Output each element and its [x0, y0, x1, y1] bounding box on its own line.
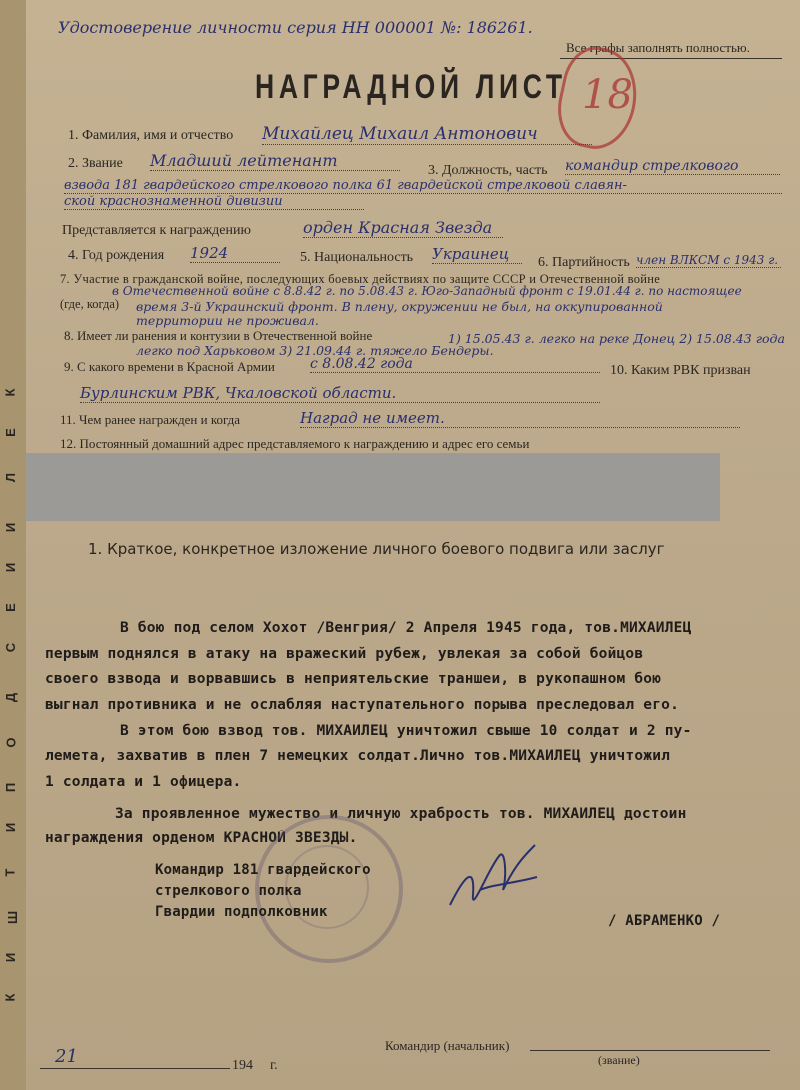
- commander-name: / АБРАМЕНКО /: [608, 913, 721, 929]
- side-letter: П: [3, 782, 19, 793]
- side-letter: И: [3, 522, 19, 533]
- feat-line: лемета, захватив в плен 7 немецких солдат.Лично тов.МИХАИЛЕЦ уничтожил: [45, 748, 671, 764]
- footer-date-line: [40, 1068, 230, 1069]
- field-1-value: Михайлец Михаил Антонович: [262, 124, 592, 145]
- feat-line: награждения орденом КРАСНОЙ ЗВЕЗДЫ.: [45, 830, 358, 846]
- field-7-label-where: (где, когда): [60, 297, 120, 311]
- field-1-label: 1. Фамилия, имя и отчество: [68, 128, 234, 143]
- fill-instruction: Все графы заполнять полностью.: [566, 40, 750, 55]
- commander-line-1: Командир 181 гвардейского: [155, 862, 371, 878]
- field-7-value-line2: время 3-й Украинский фронт. В плену, окружении не был, на оккупированной: [136, 299, 663, 314]
- side-letter: С: [3, 642, 19, 653]
- feat-line: своего взвода и ворвавшись в неприятельские траншеи, в рукопашном бою: [45, 671, 662, 687]
- page-title: НАГРАДНОЙ ЛИСТ: [255, 68, 567, 106]
- field-3-value-line2: взвода 181 гвардейского стрелкового полка 61 гвардейской стрелковой славян-: [64, 178, 782, 194]
- award-requested-label: Представляется к награждению: [62, 223, 251, 238]
- field-6-label: 6. Партийность: [538, 255, 630, 270]
- feat-line: первым поднялся в атаку на вражеский рубеж, увлекая за собой бойцов: [45, 646, 644, 662]
- side-letter: И: [3, 952, 19, 963]
- id-card-note: Удостоверение личности серия НН 000001 №: 186261.: [58, 18, 533, 37]
- field-8-label: 8. Имеет ли ранения и контузии в Отечественной войне: [64, 328, 373, 343]
- award-requested-value: орден Красная Звезда: [303, 218, 503, 238]
- side-letter: И: [3, 562, 19, 573]
- field-2-label: 2. Звание: [68, 156, 123, 171]
- footer-year: 194: [232, 1058, 253, 1073]
- commander-line-2: стрелкового полка: [155, 883, 302, 899]
- feat-line: За проявленное мужество и личную храбрость тов. МИХАИЛЕЦ достоин: [115, 806, 687, 822]
- field-7-value-line3: территории не проживал.: [136, 313, 319, 328]
- feat-heading: 1. Краткое, конкретное изложение личного боевого подвига или заслуг: [88, 540, 665, 558]
- feat-line: 1 солдата и 1 офицера.: [45, 774, 242, 790]
- side-letter: Т: [2, 868, 18, 877]
- side-letter: О: [3, 737, 19, 748]
- footer-day: 21: [55, 1046, 78, 1067]
- field-12-label: 12. Постоянный домашний адрес представляемого к награждению и адрес его семьи: [60, 436, 530, 451]
- field-5-label: 5. Национальность: [300, 250, 414, 265]
- field-4-label: 4. Год рождения: [68, 248, 165, 263]
- redacted-address-block: [26, 453, 720, 521]
- side-letter: Л: [3, 472, 19, 483]
- commander-line-3: Гвардии подполковник: [155, 904, 328, 920]
- side-letter: Е: [2, 428, 18, 437]
- field-5-value: Украинец: [432, 245, 522, 264]
- footer-year-suffix: г.: [270, 1058, 278, 1073]
- feat-line: В бою под селом Хохот /Венгрия/ 2 Апреля 1945 года, тов.МИХАИЛЕЦ: [120, 620, 692, 636]
- field-11-value: Наград не имеет.: [300, 409, 740, 428]
- field-4-value: 1924: [190, 244, 280, 263]
- field-9-value: с 8.08.42 года: [310, 356, 600, 373]
- field-10-label: 10. Каким РВК призван: [610, 363, 751, 378]
- field-8-value-line1: 1) 15.05.43 г. легко на реке Донец 2) 15.08.43 года: [448, 331, 785, 346]
- red-mark-number: 18: [582, 72, 633, 118]
- footer-rank-label: (звание): [598, 1053, 640, 1067]
- field-11-label: 11. Чем ранее награжден и когда: [60, 412, 241, 427]
- footer-chief-line: [530, 1050, 770, 1051]
- field-7-value-line1: в Отечественной войне с 8.8.42 г. по 5.08.43 г. Юго-Западный фронт с 19.01.44 г. по настоящее: [112, 284, 742, 298]
- side-letter: Д: [3, 692, 19, 703]
- field-6-value: член ВЛКСМ с 1943 г.: [636, 253, 781, 268]
- field-7-label: 7. Участие в гражданской войне, последующих боевых действиях по защите СССР и Отечественной войне: [60, 272, 661, 286]
- field-3-value-line3: ской краснознаменной дивизии: [64, 194, 364, 210]
- side-letter: К: [2, 993, 18, 1002]
- field-8-value-line2: легко под Харьковом 3) 21.09.44 г. тяжело Бендеры.: [136, 343, 494, 358]
- field-10-value: Бурлинским РВК, Чкаловской области.: [80, 384, 600, 403]
- field-3-label: 3. Должность, часть: [428, 163, 548, 178]
- side-letter: К: [2, 388, 18, 397]
- feat-line: выгнал противника и не ослабляя наступательного порыва преследовал его.: [45, 697, 680, 713]
- side-letter: Ш: [5, 910, 21, 925]
- side-letter: Е: [2, 603, 18, 612]
- field-3-value-line1: командир стрелкового: [565, 158, 780, 175]
- side-letter: И: [3, 822, 19, 833]
- field-2-value: Младший лейтенант: [150, 151, 400, 171]
- field-9-label: 9. С какого времени в Красной Армии: [64, 359, 275, 374]
- side-margin-strip: [0, 0, 26, 1090]
- feat-line: В этом бою взвод тов. МИХАИЛЕЦ уничтожил свыше 10 солдат и 2 пу-: [120, 723, 692, 739]
- commander-signature: [445, 835, 545, 930]
- footer-chief-label: Командир (начальник): [385, 1038, 510, 1053]
